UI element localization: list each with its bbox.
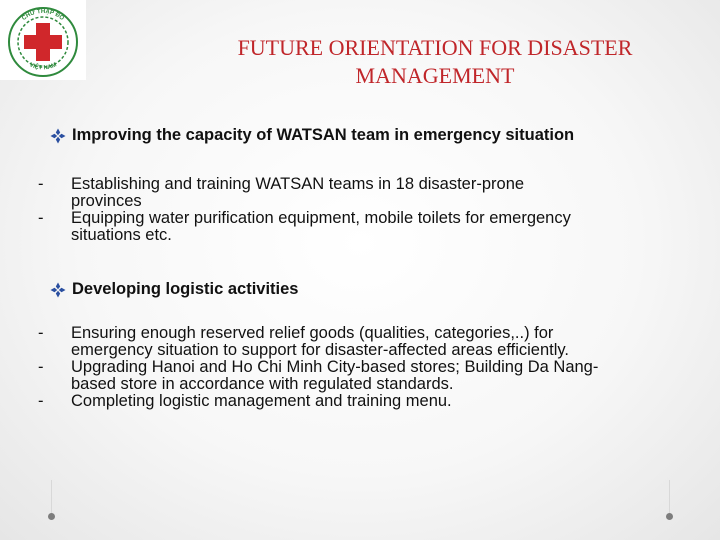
dash-marker: - xyxy=(38,392,44,410)
red-cross-logo xyxy=(0,0,86,80)
red-cross-emblem-icon xyxy=(0,0,86,80)
section-list-logistics xyxy=(38,325,678,410)
logo-bottom-text: VIỆT NAM xyxy=(28,62,58,72)
logo-top-text: CHỮ THẬP ĐỎ xyxy=(21,9,65,22)
item-text-line: Upgrading Hanoi and Ho Chi Minh City-based stores; Building Da Nang- xyxy=(71,358,599,376)
section-heading-text: Developing logistic activities xyxy=(72,280,299,298)
section-heading-watsan xyxy=(50,126,574,145)
list-item xyxy=(38,359,678,393)
item-text-line: Completing logistic management and training menu. xyxy=(71,392,452,410)
diamond-bullet-icon xyxy=(50,282,66,298)
slide-title xyxy=(170,34,700,90)
title-line-2: MANAGEMENT xyxy=(355,63,515,88)
decor-dot-right xyxy=(666,513,673,520)
dash-marker: - xyxy=(38,324,44,342)
title-line-1: FUTURE ORIENTATION FOR DISASTER xyxy=(237,35,633,60)
dash-marker: - xyxy=(38,209,44,227)
item-text-line: situations etc. xyxy=(71,226,172,244)
decor-line-left xyxy=(51,480,52,516)
list-item xyxy=(38,393,678,410)
item-text-line: Establishing and training WATSAN teams in 18 disaster-prone xyxy=(71,175,525,193)
decor-line-right xyxy=(669,480,670,516)
diamond-bullet-icon xyxy=(50,128,66,144)
item-text-line: Equipping water purification equipment, mobile toilets for emergency xyxy=(71,209,571,227)
item-text-line: based store in accordance with regulated standards. xyxy=(71,375,454,393)
item-text-line: Ensuring enough reserved relief goods (qualities, categories,..) for xyxy=(71,324,554,342)
item-text-line: emergency situation to support for disaster-affected areas efficiently. xyxy=(71,341,570,359)
section-heading-logistics xyxy=(50,280,298,299)
list-item xyxy=(38,176,678,210)
dash-marker: - xyxy=(38,358,44,376)
dash-marker: - xyxy=(38,175,44,193)
section-heading-text: Improving the capacity of WATSAN team in emergency situation xyxy=(72,126,575,144)
section-list-watsan xyxy=(38,176,678,244)
item-text-line: provinces xyxy=(71,192,142,210)
list-item xyxy=(38,325,678,359)
decor-dot-left xyxy=(48,513,55,520)
list-item xyxy=(38,210,678,244)
